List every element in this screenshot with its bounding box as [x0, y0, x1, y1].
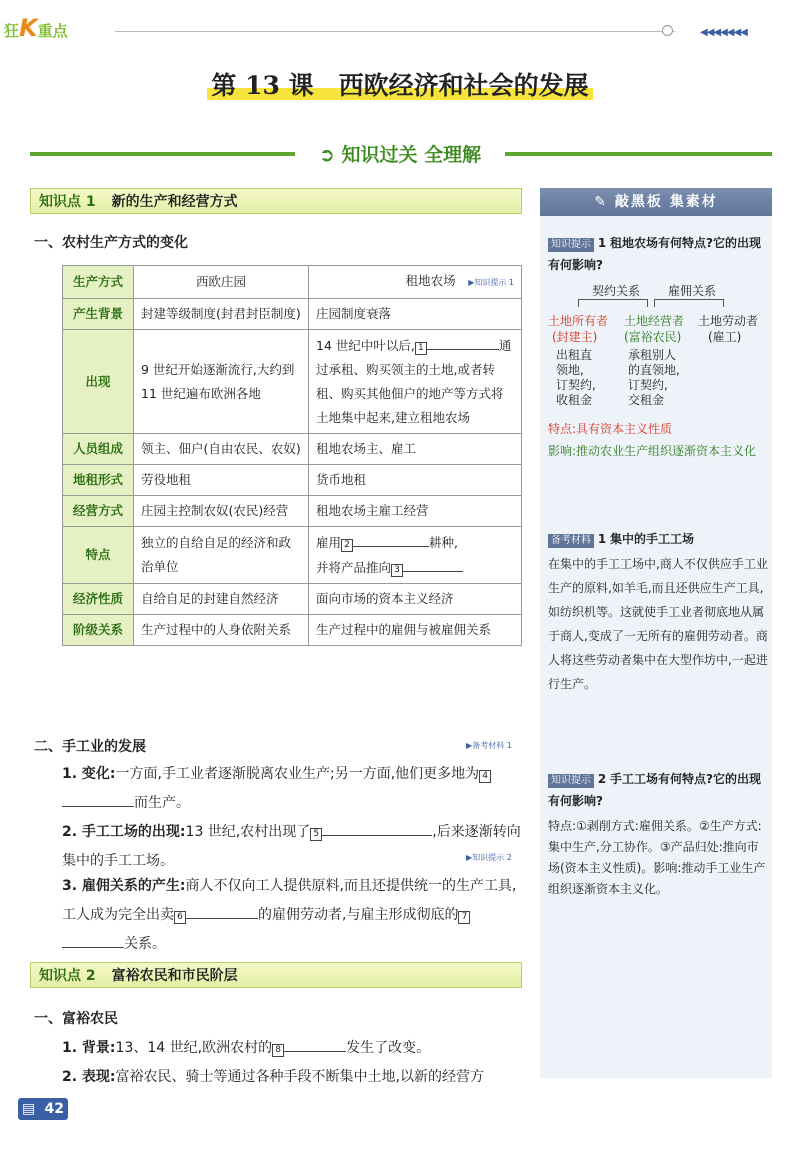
- header-arrows-icon: ◀◀◀◀◀◀◀: [700, 27, 747, 38]
- section-heading-farmers: 一、富裕农民: [34, 1011, 118, 1027]
- paragraph-workshop: 2. 手工工场的出现:13 世纪,农村出现了 5 ,后来逐渐转向集中的手工工场。: [62, 818, 522, 876]
- blank-number: 3: [391, 564, 403, 577]
- fill-blank[interactable]: [353, 530, 429, 547]
- header-rule: [115, 31, 675, 32]
- table-row: 经济性质 自给自足的封建自然经济 面向市场的资本主义经济: [63, 584, 522, 615]
- sidebar-hint-2: 知识提示 2 手工工场有何特点?它的出现有何影响?: [548, 772, 761, 808]
- knowledge-point-2-header: 知识点 2 富裕农民和市民阶层: [30, 962, 522, 988]
- paragraph-performance: 2. 表现:富裕农民、骑士等通过各种手段不断集中土地,以新的经营方: [62, 1069, 484, 1085]
- book-icon: ▤: [22, 1101, 36, 1117]
- bracket-line: [578, 299, 648, 307]
- table-row: 阶级关系 生产过程中的人身依附关系 生产过程中的雇佣与被雇佣关系: [63, 615, 522, 646]
- section-heading-rural: 一、农村生产方式的变化: [34, 235, 188, 251]
- banner-rule-left: [30, 152, 298, 156]
- paragraph-background: 1. 背景:13、14 世纪,欧洲农村的 8 发生了改变。: [62, 1034, 522, 1063]
- knowledge-point-1-header: 知识点 1 新的生产和经营方式: [30, 188, 522, 214]
- hint-chip: 知识提示: [548, 238, 594, 252]
- brand-logo: 狂K重点: [4, 14, 68, 42]
- table-row: 地租形式 劳役地租 货币地租: [63, 465, 522, 496]
- banner-rule-right: [502, 152, 772, 156]
- page-number: ▤ 42: [18, 1098, 68, 1120]
- comparison-table: [62, 265, 522, 646]
- header-circle-icon: [662, 25, 673, 36]
- section-banner: ➲ 知识过关 全理解: [295, 140, 505, 167]
- sidebar-feature: 特点:具有资本主义性质 影响:推动农业生产组织逐渐资本主义化: [548, 422, 757, 458]
- section-heading-handicraft: 二、手工业的发展: [34, 739, 146, 755]
- fill-blank[interactable]: [62, 931, 124, 948]
- sidebar-material-text: 在集中的手工工场中,商人不仅供应手工业生产的原料,如羊毛,而且还供应生产工具,如纺织机等。这就使手工业者彻底地从属于商人,变成了一无所有的雇佣劳动者。商人将这些劳动者集中在大型作坊中,一起进行生产。: [548, 557, 768, 691]
- fill-blank[interactable]: [284, 1035, 346, 1052]
- hint-tag: ▶知识提示 1: [468, 278, 514, 287]
- table-row: 产生背景 封建等级制度(封君封臣制度) 庄园制度衰落: [63, 299, 522, 330]
- bracket-line: [654, 299, 724, 307]
- material-tag: ▶备考材料 1: [466, 741, 512, 750]
- hint-tag: ▶知识提示 2: [466, 853, 512, 862]
- table-row: 特点 独立的自给自足的经济和政治单位 雇用 2 耕种, 并将产品推向 3: [63, 527, 522, 584]
- teacher-icon: ✎: [594, 194, 608, 210]
- table-row: 经营方式 庄园主控制农奴(农民)经营 租地农场主雇工经营: [63, 496, 522, 527]
- paragraph-change: 1. 变化:一方面,手工业者逐渐脱离农业生产;另一方面,他们更多地为 4而生产。: [62, 760, 522, 818]
- paragraph-employment: 3. 雇佣关系的产生:商人不仅向工人提供原料,而且还提供统一的生产工具,工人成为完全出卖 6 的雇佣劳动者,与雇主形成彻底的 7关系。: [62, 878, 517, 952]
- blank-number: 2: [341, 539, 353, 552]
- table-row: 出现 9 世纪开始逐渐流行,大约到 11 世纪遍布欧洲各地 14 世纪中叶以后, 1 通过承租、购买领主的土地,或者转租、购买其他佃户的地产等方式将土地集中起来,建立租地农场: [63, 330, 522, 434]
- table-row: 人员组成 领主、佃户(自由农民、农奴) 租地农场主、雇工: [63, 434, 522, 465]
- blank-number: 1: [415, 342, 427, 355]
- sidebar-hint-1: 知识提示 1 租地农场有何特点?它的出现有何影响?: [548, 236, 761, 272]
- swirl-icon: ➲: [318, 144, 335, 166]
- fill-blank[interactable]: [62, 790, 134, 807]
- page-title: 第 13 课 西欧经济和社会的发展: [0, 66, 800, 102]
- sidebar-hint-2-answer: 特点:①剥削方式:雇佣关系。②生产方式:集中生产,分工协作。③产品归处:推向市场(资本主义性质)。影响:推动手工业生产组织逐渐资本主义化。: [548, 819, 766, 896]
- relationship-diagram: 契约关系 雇佣关系 土地所有者 (封建主) 土地经营者 (富裕农民) 土地劳动者 (雇工) 出租直 领地, 订契约, 收租金 承租别人 的直领地, 订契约, 交租金: [548, 284, 759, 407]
- fill-blank[interactable]: [427, 333, 499, 350]
- sidebar-material-1: 备考材料 1 集中的手工工场: [548, 528, 768, 550]
- fill-blank[interactable]: [322, 819, 432, 836]
- fill-blank[interactable]: [186, 902, 258, 919]
- fill-blank[interactable]: [403, 555, 463, 572]
- sidebar-header: ✎ 敲黑板 集素材: [540, 188, 772, 216]
- table-row: 生产方式 西欧庄园 租地农场 ▶知识提示 1: [63, 266, 522, 299]
